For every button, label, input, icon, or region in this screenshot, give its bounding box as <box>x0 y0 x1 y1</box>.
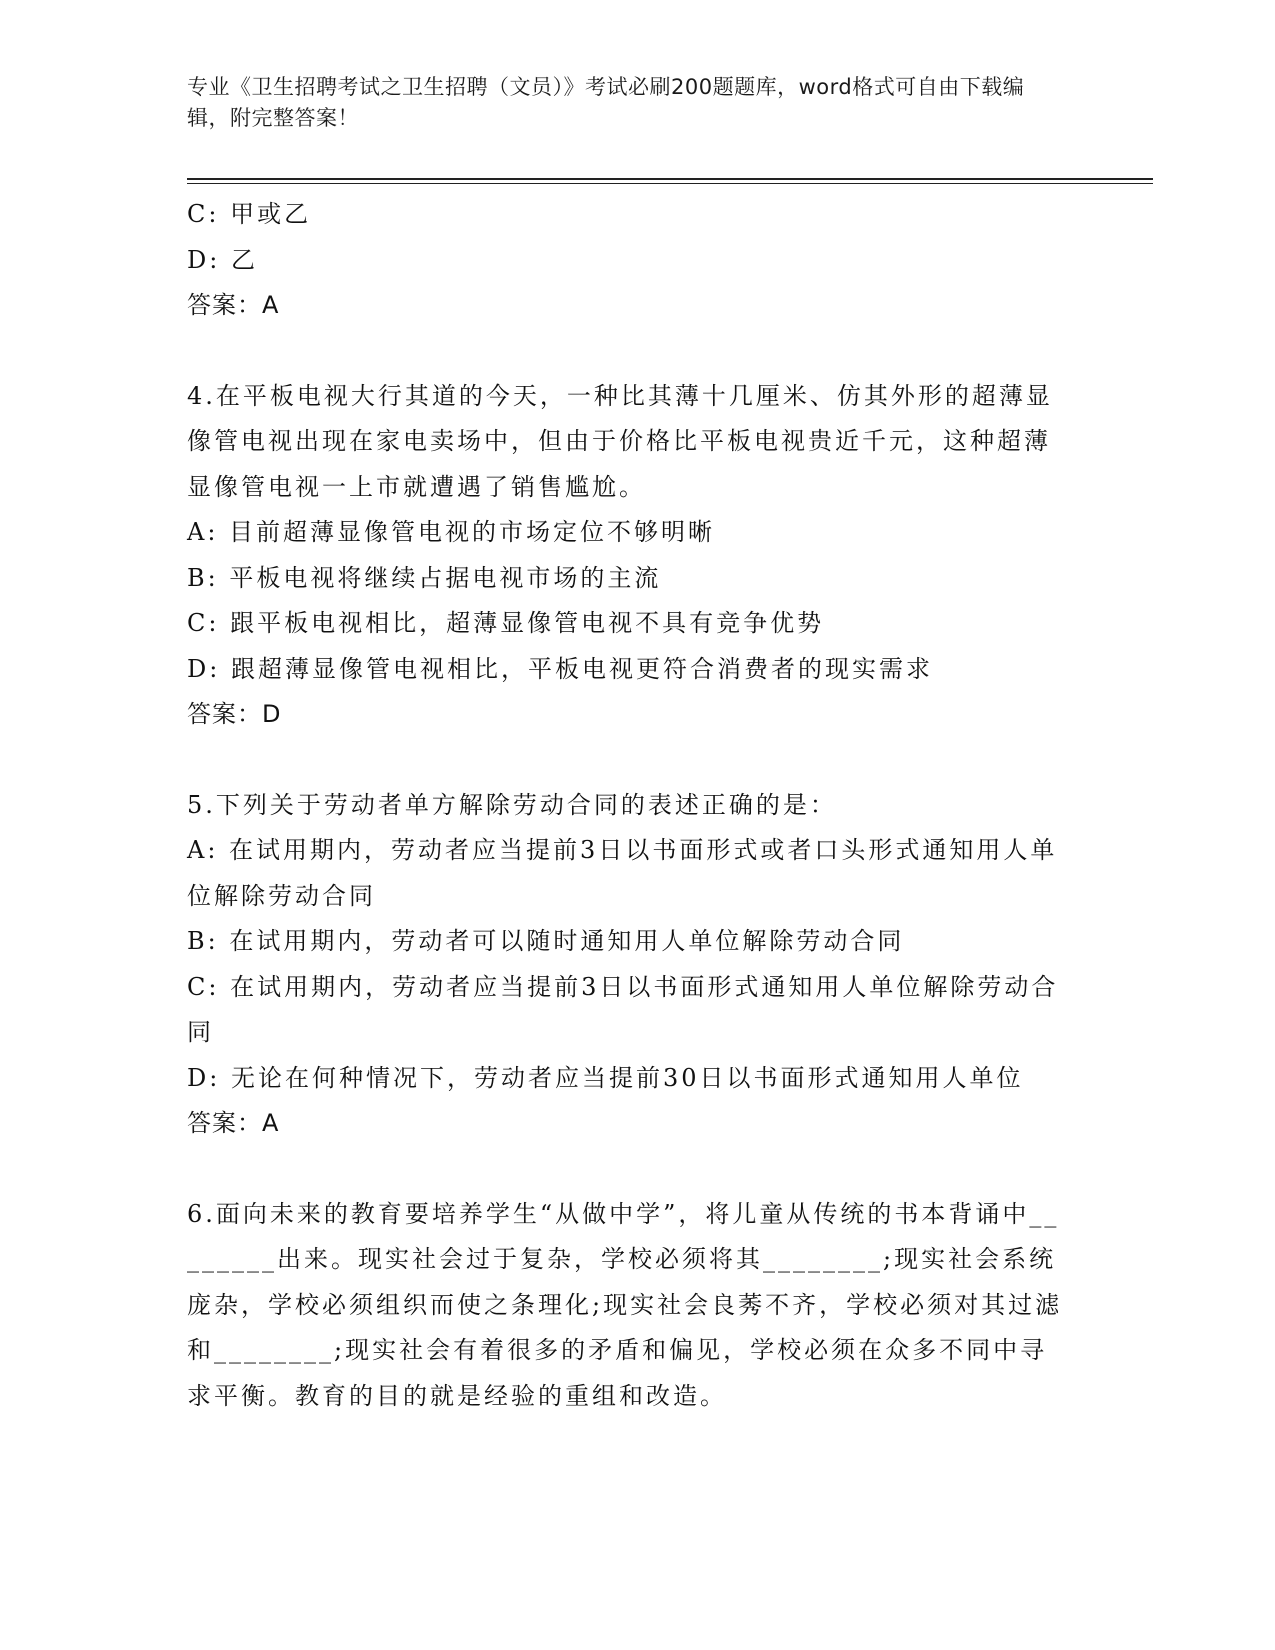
header-rule-thick <box>187 178 1153 180</box>
spacer <box>187 1147 1067 1192</box>
spacer <box>187 738 1067 783</box>
question-3-tail <box>187 192 1067 329</box>
document-body <box>187 192 1067 1419</box>
answer: 答案：D <box>187 700 282 728</box>
option-b: B: 平板电视将继续占据电视市场的主流 <box>187 563 662 592</box>
question-stem: 4.在平板电视大行其道的今天，一种比其薄十几厘米、仿其外形的超薄显像管电视出现在家电卖场中，但由于价格比平板电视贵近千元，这种超薄显像管电视一上市就遭遇了销售尴尬。 <box>187 381 1053 501</box>
option-c: C: 甲或乙 <box>187 200 312 228</box>
option-c: C: 跟平板电视相比，超薄显像管电视不具有竞争优势 <box>187 609 825 637</box>
spacer <box>187 329 1067 374</box>
page-header: 专业《卫生招聘考试之卫生招聘（文员）》考试必刷200题题库，word格式可自由下载编辑，附完整答案！ <box>187 75 1025 130</box>
question-stem: 6.面向未来的教育要培养学生“从做中学”，将儿童从传统的书本背诵中________出来。现实社会过于复杂，学校必须将其________;现实社会系统庞杂，学校必须组织而使之条理化;现实社会良莠不齐，学校必须对其过滤和________;现实社会有着很多的矛盾和偏见，学校必须在众多不同中寻求平衡。教育的目的就是经验的重组和改造。 <box>187 1199 1063 1410</box>
header-rule-thin <box>187 183 1153 184</box>
question-stem: 5.下列关于劳动者单方解除劳动合同的表述正确的是： <box>187 790 837 819</box>
option-a: A: 在试用期内，劳动者应当提前3日以书面形式或者口头形式通知用人单位解除劳动合同 <box>187 836 1058 910</box>
question-5 <box>187 783 1067 1147</box>
option-b: B: 在试用期内，劳动者可以随时通知用人单位解除劳动合同 <box>187 927 905 955</box>
option-d: D: 乙 <box>187 245 258 274</box>
question-4 <box>187 374 1067 738</box>
answer: 答案：A <box>187 291 280 319</box>
option-c: C: 在试用期内，劳动者应当提前3日以书面形式通知用人单位解除劳动合同 <box>187 972 1059 1046</box>
question-6 <box>187 1192 1067 1420</box>
answer: 答案：A <box>187 1109 280 1137</box>
option-d: D: 跟超薄显像管电视相比，平板电视更符合消费者的现实需求 <box>187 654 933 683</box>
option-a: A: 目前超薄显像管电视的市场定位不够明晰 <box>187 518 716 546</box>
option-d: D: 无论在何种情况下，劳动者应当提前30日以书面形式通知用人单位 <box>187 1063 1024 1092</box>
